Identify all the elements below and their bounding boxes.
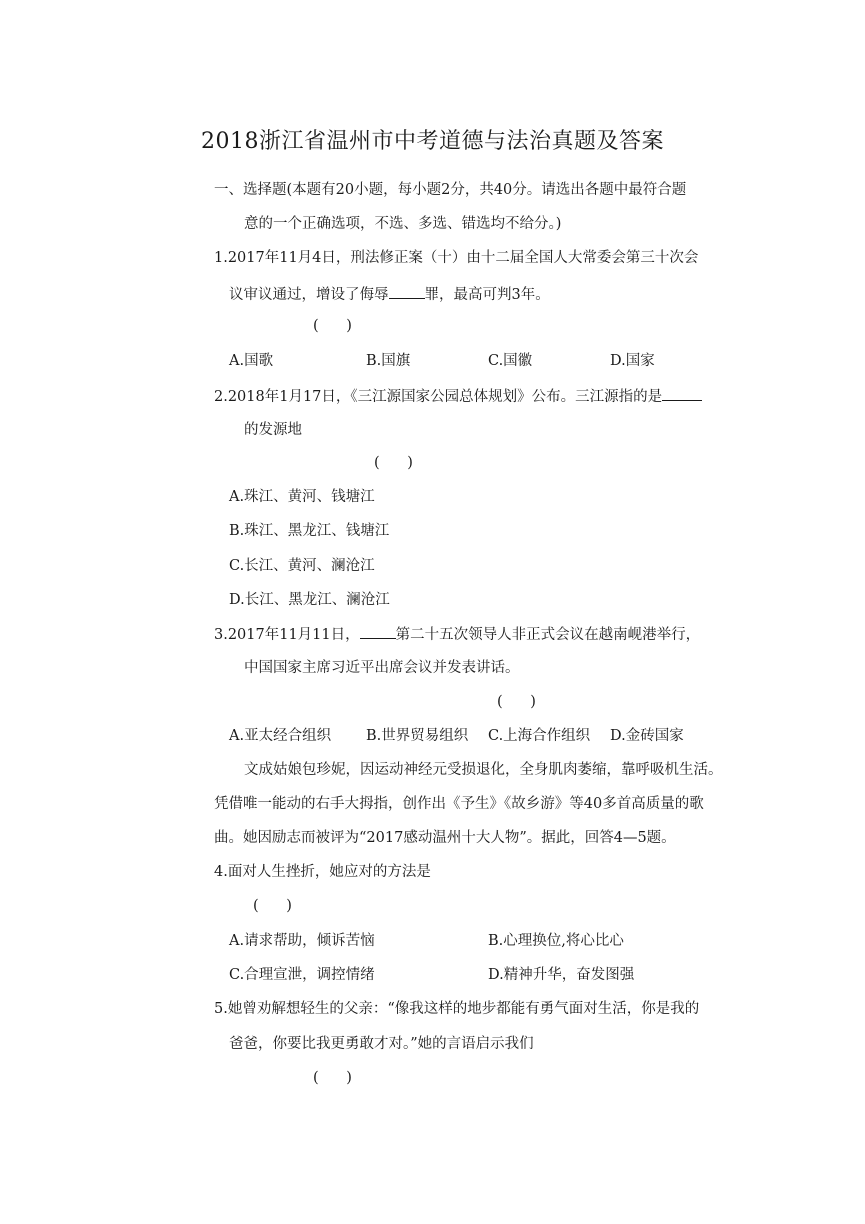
q1-options [229,351,729,371]
passage-line3: 曲。她因励志而被评为“2017感动温州十大人物”。据此，回答4—5题。 [214,830,676,846]
q3-stem-line1 [214,624,700,645]
q4-stem-line1: 4.面对人生挫折，她应对的方法是 [214,864,431,880]
q3-stem-line2: 中国国家主席习近平出席会议并发表讲话。 [244,660,520,676]
q3-answer-paren: ( ) [497,694,536,710]
section-heading-line1: 一、选择题(本题有20小题，每小题2分，共40分。请选出各题中最符合题 [214,182,687,198]
q1-option-c: C.国徽 [488,353,533,369]
section-heading-line2: 意的一个正确选项，不选、多选、错选均不给分。) [244,216,562,232]
q4-option-b: B.心理换位,将心比心 [488,933,624,949]
q1-stem-text-b: 罪，最高可判3年。 [424,287,550,303]
q1-option-d: D.国家 [610,353,655,369]
q2-answer-paren: ( ) [374,455,413,471]
q2-fill-blank [662,386,702,401]
q3-stem-text-b: 第二十五次领导人非正式会议在越南岘港举行， [395,627,701,643]
q1-stem-line2 [229,284,550,305]
q2-stem-line1 [214,386,702,407]
q3-fill-blank [360,624,396,639]
q3-stem-text-a: 3.2017年11月11日， [214,627,360,643]
q3-option-c: C.上海合作组织 [488,728,591,744]
q2-stem-text: 2.2018年1月17日，《三江源国家公园总体规划》公布。三江源指的是 [214,389,663,405]
q4-option-c: C.合理宣泄，调控情绪 [229,967,375,983]
q4-option-a: A.请求帮助，倾诉苦恼 [229,933,375,949]
page-title: 2018浙江省温州市中考道德与法治真题及答案 [201,129,664,154]
q1-option-a: A.国歌 [229,353,274,369]
q3-option-d: D.金砖国家 [610,728,684,744]
q2-option-a: A.珠江、黄河、钱塘江 [229,489,375,505]
q5-stem-line1: 5.她曾劝解想轻生的父亲：“像我这样的地步都能有勇气面对生活，你是我的 [214,1001,700,1017]
q3-options [229,726,729,746]
passage-line1: 文成姑娘包珍妮，因运动神经元受损退化，全身肌肉萎缩，靠呼吸机生活。 [244,762,723,778]
q4-answer-paren: ( ) [253,898,292,914]
q4-options-row2 [229,965,729,985]
q3-option-b: B.世界贸易组织 [366,728,469,744]
q1-option-b: B.国旗 [366,353,411,369]
q2-stem-line2: 的发源地 [244,422,302,438]
q4-option-d: D.精神升华，奋发图强 [488,967,635,983]
passage-line2: 凭借唯一能动的右手大拇指，创作出《予生》《故乡游》等40多首高质量的歌 [214,796,704,812]
q2-option-c: C.长江、黄河、澜沧江 [229,558,375,574]
q1-stem-line1: 1.2017年11月4日，刑法修正案（十）由十二届全国人大常委会第三十次会 [214,250,699,266]
q5-answer-paren: ( ) [313,1070,352,1086]
q3-option-a: A.亚太经合组织 [229,728,332,744]
q4-options-row1 [229,931,729,951]
q2-option-b: B.珠江、黑龙江、钱塘江 [229,523,390,539]
q2-option-d: D.长江、黑龙江、澜沧江 [229,592,390,608]
q1-answer-paren: ( ) [313,318,352,334]
q1-stem-text-a: 议审议通过，增设了侮辱 [229,287,389,303]
q1-fill-blank [389,284,425,299]
q5-stem-line2: 爸爸，你要比我更勇敢才对。”她的言语启示我们 [229,1036,534,1052]
